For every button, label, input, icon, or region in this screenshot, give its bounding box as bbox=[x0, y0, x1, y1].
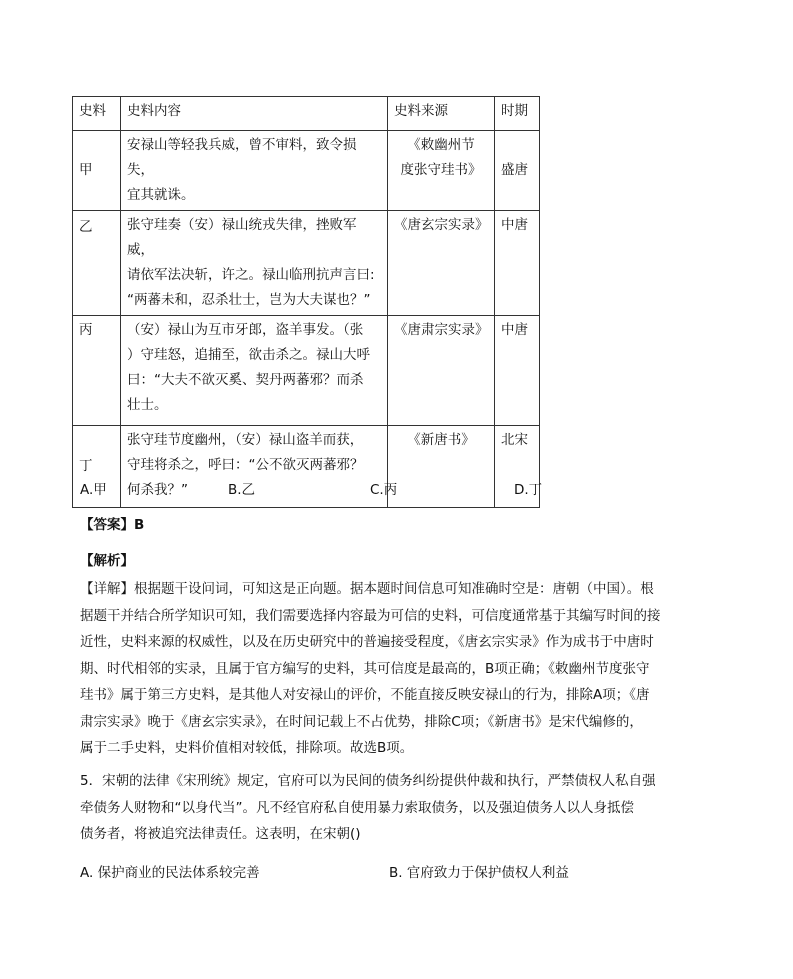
analysis-title: 【解析】 bbox=[80, 553, 134, 569]
question-line: 5．宋朝的法律《宋刑统》规定，官府可以为民间的债务纠纷提供仲裁和执行，严禁债权人私自强 bbox=[80, 773, 656, 789]
table-header-row bbox=[73, 97, 540, 131]
row-content bbox=[121, 211, 388, 316]
row-source bbox=[388, 316, 495, 426]
header-cell: 史料内容 bbox=[121, 97, 388, 131]
content-line: 曰：“大夫不欲灭奚、契丹两蕃邪？而杀 bbox=[127, 372, 364, 388]
question-5-option-b: B. 官府致力于保护债权人利益 bbox=[389, 865, 569, 881]
row-source bbox=[388, 131, 495, 211]
analysis-line: 肃宗实录》晚于《唐玄宗实录》，在时间记载上不占优势，排除C项；《新唐书》是宋代编修的， bbox=[80, 713, 643, 730]
row-period: 北宋 bbox=[495, 426, 540, 508]
source-line: 《新唐书》 bbox=[407, 432, 475, 448]
historical-sources-table bbox=[72, 96, 543, 508]
source-line: 《敕幽州节 bbox=[407, 137, 475, 153]
source-line: 度张守珪书》 bbox=[400, 162, 482, 178]
content-line: 守珪将杀之，呼曰：“公不欲灭两蕃邪？ bbox=[127, 457, 364, 473]
row-period: 中唐 bbox=[495, 316, 540, 426]
question-5-stem bbox=[80, 768, 716, 848]
answer-line: 【答案】B bbox=[80, 517, 145, 533]
content-line: 请依军法决斩，许之。禄山临刑抗声言曰: bbox=[127, 267, 375, 283]
content-line: ）守珪怒，追捕至，欲击杀之。禄山大呼 bbox=[127, 347, 370, 363]
option-c: C.丙 bbox=[370, 482, 398, 498]
content-line: 张守珪奏（安）禄山统戎失律，挫败军威， bbox=[127, 217, 357, 258]
source-line: 《唐肃宗实录》 bbox=[394, 322, 489, 338]
row-source bbox=[388, 211, 495, 316]
table-row bbox=[73, 131, 540, 211]
row-period: 盛唐 bbox=[495, 131, 540, 211]
answer-options bbox=[80, 478, 550, 498]
row-label: 乙 bbox=[73, 211, 121, 316]
table-row bbox=[73, 316, 540, 426]
option-a: A.甲 bbox=[80, 482, 107, 498]
header-cell: 史料来源 bbox=[388, 97, 495, 131]
row-label: 丁 bbox=[73, 426, 121, 508]
content-line: 宜其就诛。 bbox=[127, 187, 195, 203]
table-row bbox=[73, 211, 540, 316]
row-label: 甲 bbox=[73, 131, 121, 211]
analysis-line: 近性，史料来源的权威性，以及在历史研究中的普遍接受程度，《唐玄宗实录》作为成书于中唐时 bbox=[80, 634, 654, 650]
content-line: 何杀我？” bbox=[127, 482, 188, 498]
content-line: （安）禄山为互市牙郎，盗羊事发。（张 bbox=[127, 322, 364, 338]
analysis-body bbox=[80, 576, 716, 762]
analysis-line: 期、时代相邻的实录，且属于官方编写的史料，其可信度是最高的，B项正确；《敕幽州节度张守 bbox=[80, 660, 650, 677]
option-b: B.乙 bbox=[228, 482, 256, 498]
header-cell: 史料 bbox=[73, 97, 121, 131]
analysis-line: 据题干并结合所学知识可知，我们需要选择内容最为可信的史料，可信度通常基于其编写时间的接 bbox=[80, 607, 661, 624]
content-line: 壮士。 bbox=[127, 397, 168, 413]
row-content bbox=[121, 316, 388, 426]
content-line: 安禄山等轻我兵威，曾不审料，致令损失， bbox=[127, 137, 357, 178]
analysis-line: 属于二手史料，史料价值相对较低，排除项。故选B项。 bbox=[80, 740, 414, 756]
header-cell: 时期 bbox=[495, 97, 540, 131]
row-content bbox=[121, 131, 388, 211]
question-line: 债务者，将被追究法律责任。这表明，在宋朝() bbox=[80, 826, 361, 842]
row-period: 中唐 bbox=[495, 211, 540, 316]
analysis-line: 珪书》属于第三方史料，是其他人对安禄山的评价，不能直接反映安禄山的行为，排除A项；《唐 bbox=[80, 687, 650, 703]
question-5-option-a: A. 保护商业的民法体系较完善 bbox=[80, 865, 260, 881]
content-line: “两蕃未和，忍杀壮士，岂为大夫谋也？” bbox=[127, 292, 371, 308]
option-d: D.丁 bbox=[514, 482, 543, 498]
row-label: 丙 bbox=[73, 316, 121, 426]
question-line: 牵债务人财物和“以身代当”。凡不经官府私自使用暴力索取债务，以及强迫债务人以人身抵偿 bbox=[80, 799, 634, 816]
source-line: 《唐玄宗实录》 bbox=[394, 217, 489, 233]
analysis-line: 【详解】根据题干设问词，可知这是正向题。据本题时间信息可知准确时空是：唐朝（中国）。根 bbox=[80, 581, 654, 597]
content-line: 张守珪节度幽州，（安）禄山盗羊而获， bbox=[127, 432, 364, 448]
